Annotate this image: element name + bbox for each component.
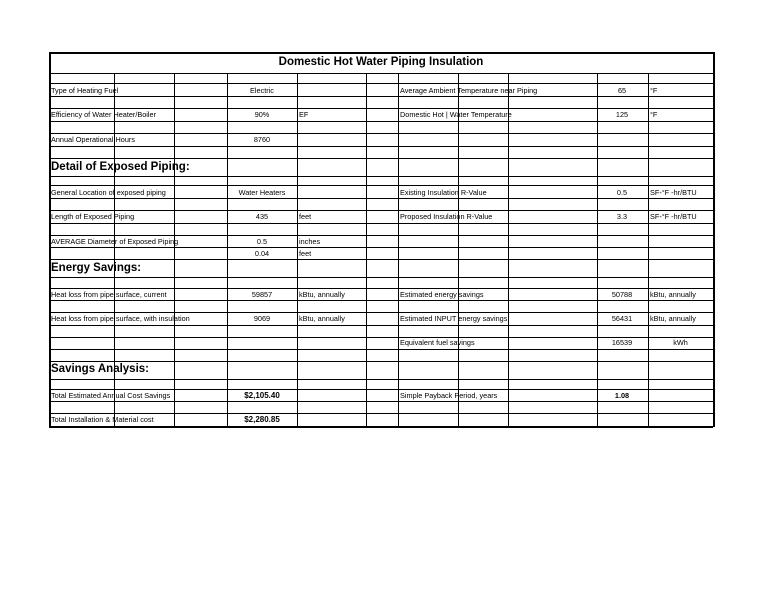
input-savings-label: Estimated INPUT energy savings (400, 314, 508, 323)
diameter-unit-feet: feet (299, 249, 312, 258)
hours-value: 8760 (253, 135, 271, 144)
proposed-r-label: Proposed Insulation R-Value (400, 212, 493, 221)
heat-loss-current-unit: kBtu, annually (299, 290, 345, 299)
grid-line (597, 73, 598, 426)
section-exposed-piping: Detail of Exposed Piping: (51, 161, 190, 173)
heating-fuel-label: Type of Heating Fuel (51, 86, 119, 95)
ambient-temp-unit: °F (650, 86, 658, 95)
page-title: Domestic Hot Water Piping Insulation (278, 56, 484, 68)
diameter-unit: inches (299, 237, 321, 246)
grid-line (49, 73, 713, 74)
grid-line (49, 83, 713, 84)
grid-line (49, 361, 713, 362)
grid-line (49, 133, 713, 134)
section-energy-savings: Energy Savings: (51, 262, 142, 274)
grid-line (49, 389, 713, 390)
fuel-savings-label: Equivalent fuel savings (400, 338, 475, 347)
hours-label: Annual Operational Hours (51, 135, 135, 144)
existing-r-unit: SF-°F -hr/BTU (650, 188, 697, 197)
payback-value: 1.08 (614, 391, 630, 400)
grid-line (49, 247, 713, 248)
grid-line (508, 73, 509, 426)
grid-line (49, 401, 713, 402)
grid-line (49, 379, 713, 380)
grid-line (49, 121, 713, 122)
grid-line (297, 73, 298, 426)
grid-line (366, 73, 367, 426)
fuel-savings-value: 16539 (611, 338, 633, 347)
ambient-temp-value: 65 (617, 86, 627, 95)
energy-savings-label: Estimated energy savings (400, 290, 484, 299)
grid-line (49, 198, 713, 199)
efficiency-value: 90% (254, 110, 270, 119)
existing-r-label: Existing Insulation R-Value (400, 188, 487, 197)
heat-loss-current-label: Heat loss from pipe surface, current (51, 290, 167, 299)
payback-label: Simple Payback Period, years (400, 391, 498, 400)
grid-line (49, 223, 713, 224)
diameter-value-feet: 0.04 (254, 249, 270, 258)
location-value: Water Heaters (238, 188, 286, 197)
grid-line (49, 52, 713, 54)
proposed-r-value: 3.3 (616, 212, 628, 221)
grid-line (49, 96, 713, 97)
heat-loss-current-value: 59857 (251, 290, 273, 299)
grid-line (49, 176, 713, 177)
heat-loss-insulated-unit: kBtu, annually (299, 314, 345, 323)
grid-line (458, 73, 459, 426)
grid-line (49, 210, 713, 211)
heat-loss-insulated-value: 9069 (253, 314, 271, 323)
grid-line (398, 73, 399, 426)
grid-line (49, 288, 713, 289)
grid-line (49, 325, 713, 326)
grid-line (174, 73, 175, 426)
length-label: Length of Exposed Piping (51, 212, 135, 221)
grid-line (49, 337, 713, 338)
grid-line (49, 349, 713, 350)
heating-fuel-value: Electric (250, 86, 274, 95)
grid-line (49, 277, 713, 278)
grid-line (114, 73, 115, 426)
grid-line (49, 426, 713, 428)
grid-line (227, 73, 228, 426)
water-temp-label: Domestic Hot | Water Temperature (400, 110, 512, 119)
location-label: General Location of exposed piping (51, 188, 166, 197)
grid-line (49, 108, 713, 109)
efficiency-unit: EF (299, 110, 309, 119)
diameter-label: AVERAGE Diameter of Exposed Piping (51, 237, 179, 246)
section-savings-analysis: Savings Analysis: (51, 363, 150, 375)
ambient-temp-label: Average Ambient Temperature near Piping (400, 86, 538, 95)
install-cost-label: Total Installation & Material cost (51, 415, 154, 424)
energy-savings-unit: kBtu, annually (650, 290, 696, 299)
water-temp-value: 125 (615, 110, 629, 119)
fuel-savings-unit: kWh (673, 338, 688, 347)
diameter-value: 0.5 (256, 237, 268, 246)
input-savings-unit: kBtu, annually (650, 314, 696, 323)
energy-savings-value: 50788 (611, 290, 633, 299)
grid-line (49, 185, 713, 186)
grid-line (49, 259, 713, 260)
heat-loss-insulated-label: Heat loss from pipe surface, with insulation (51, 314, 190, 323)
grid-line (49, 413, 713, 414)
water-temp-unit: °F (650, 110, 658, 119)
annual-cost-savings-label: Total Estimated Annual Cost Savings (51, 391, 171, 400)
existing-r-value: 0.5 (616, 188, 628, 197)
grid-line (49, 312, 713, 313)
grid-line (713, 52, 715, 427)
grid-line (49, 235, 713, 236)
proposed-r-unit: SF-°F -hr/BTU (650, 212, 697, 221)
grid-line (49, 146, 713, 147)
annual-cost-savings-value: $2,105.40 (244, 391, 280, 400)
length-value: 435 (255, 212, 269, 221)
length-unit: feet (299, 212, 312, 221)
efficiency-label: Efficiency of Water Heater/Boiler (51, 110, 157, 119)
grid-line (648, 73, 649, 426)
install-cost-value: $2,280.85 (244, 415, 280, 424)
grid-line (49, 300, 713, 301)
input-savings-value: 56431 (611, 314, 633, 323)
grid-line (49, 158, 713, 159)
